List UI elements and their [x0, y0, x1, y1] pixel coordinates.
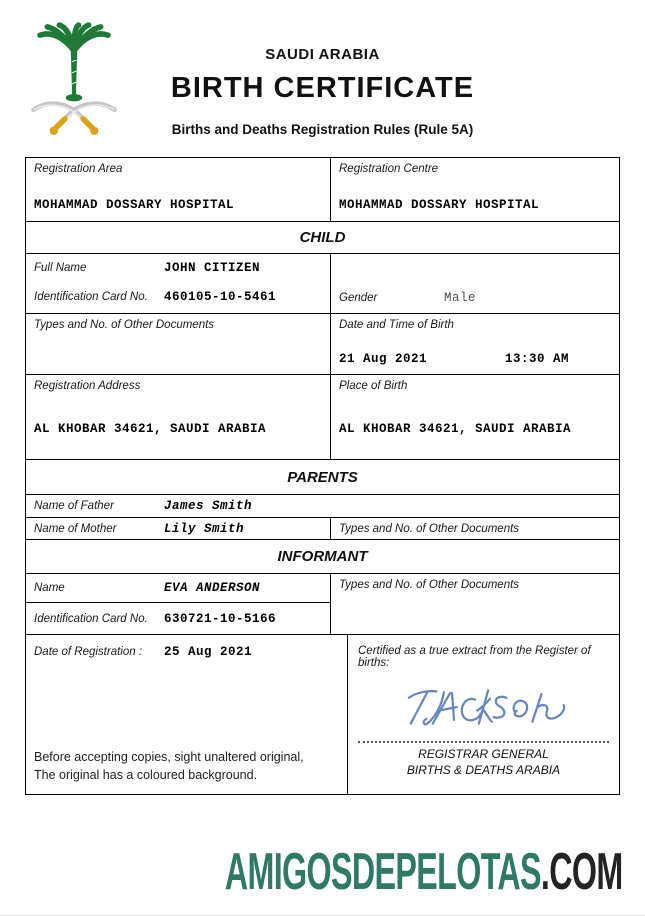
full-name-label: Full Name: [34, 262, 87, 274]
copies-notice-line1: Before accepting copies, sight unaltered original,: [34, 750, 304, 764]
birth-datetime-cell: [331, 314, 619, 374]
registrar-signature: [396, 683, 571, 735]
date-of-registration-value: 25 Aug 2021: [164, 645, 253, 659]
informant-left-cells: [26, 574, 331, 634]
father-row: [26, 494, 619, 517]
informant-name-label: Name: [34, 582, 65, 594]
informant-id-label: Identification Card No.: [34, 612, 148, 625]
registration-area-label: Registration Area: [34, 163, 123, 175]
mother-label: Name of Mother: [34, 522, 117, 535]
certification-row: [26, 634, 619, 794]
registrar-line2: BIRTHS & DEATHS ARABIA: [406, 763, 561, 778]
mother-value: Lily Smith: [164, 521, 245, 536]
section-header-informant: INFORMANT: [26, 539, 619, 573]
child-other-docs-label: Types and No. of Other Documents: [34, 319, 215, 331]
gender-cell: [331, 254, 619, 313]
registration-centre-value: MOHAMMAD DOSSARY HOSPITAL: [339, 198, 540, 212]
registration-address-value: AL KHOBAR 34621, SAUDI ARABIA: [34, 422, 267, 436]
watermark-brand: AMIGOSDEPELOTAS: [225, 843, 542, 901]
country-name: SAUDI ARABIA: [265, 46, 380, 63]
father-cell: [26, 495, 619, 517]
certificate-title: BIRTH CERTIFICATE: [170, 72, 475, 104]
signature-icon: [396, 683, 571, 731]
mother-row: [26, 517, 619, 539]
child-name-row: [26, 253, 619, 313]
place-of-birth-cell: [331, 375, 619, 459]
informant-other-docs-label: Types and No. of Other Documents: [339, 579, 520, 591]
birth-date-value: 21 Aug 2021: [339, 352, 428, 366]
parents-other-docs-cell: [331, 518, 619, 539]
birth-datetime-label: Date and Time of Birth: [339, 319, 454, 331]
certified-extract-label: Certified as a true extract from the Register of births:: [358, 645, 591, 669]
registrar-title: [358, 746, 609, 778]
birth-time-value: 13:30 AM: [504, 352, 569, 366]
date-of-registration-label: Date of Registration :: [34, 646, 143, 658]
registration-area-cell: [26, 158, 331, 221]
watermark-tld: .COM: [541, 843, 623, 901]
registration-centre-label: Registration Centre: [339, 163, 439, 175]
informant-id-value: 630721-10-5166: [164, 611, 277, 626]
certificate-subtitle: Births and Deaths Registration Rules (Rule 5A): [171, 122, 474, 137]
registrar-line1: REGISTRAR GENERAL: [418, 747, 549, 761]
parents-other-docs-label: Types and No. of Other Documents: [339, 522, 520, 535]
certified-extract-cell: [348, 635, 619, 794]
informant-id-cell: [26, 603, 330, 634]
signature-dotted-line: [358, 741, 609, 743]
child-id-label: Identification Card No.: [34, 291, 148, 303]
informant-row: [26, 573, 619, 634]
informant-name-value: EVA ANDERSON: [164, 581, 261, 595]
gender-label: Gender: [339, 292, 378, 304]
child-id-value: 460105-10-5461: [164, 290, 277, 304]
certificate-table: [25, 157, 620, 795]
section-header-child: CHILD: [26, 221, 619, 253]
mother-cell: [26, 518, 331, 539]
registration-row: [26, 158, 619, 221]
place-of-birth-value: AL KHOBAR 34621, SAUDI ARABIA: [339, 422, 572, 436]
child-name-cell: [26, 254, 331, 313]
gender-value: Male: [444, 291, 477, 305]
informant-other-docs-cell: [331, 574, 619, 634]
address-row: [26, 374, 619, 459]
informant-name-cell: [26, 574, 330, 603]
registration-centre-cell: [331, 158, 619, 221]
father-value: James Smith: [164, 499, 253, 513]
full-name-value: JOHN CITIZEN: [164, 261, 261, 275]
registration-area-value: MOHAMMAD DOSSARY HOSPITAL: [34, 198, 235, 212]
copies-notice-line2: The original has a coloured background.: [34, 767, 258, 782]
registration-address-cell: [26, 375, 331, 459]
section-header-parents: PARENTS: [26, 459, 619, 494]
child-other-docs-cell: [26, 314, 331, 374]
registration-address-label: Registration Address: [34, 380, 141, 392]
place-of-birth-label: Place of Birth: [339, 380, 408, 392]
child-docs-birth-row: [26, 313, 619, 374]
watermark-logo: [225, 843, 623, 901]
copies-notice: [34, 749, 339, 784]
father-label: Name of Father: [34, 500, 114, 512]
date-of-registration-cell: [26, 635, 348, 794]
